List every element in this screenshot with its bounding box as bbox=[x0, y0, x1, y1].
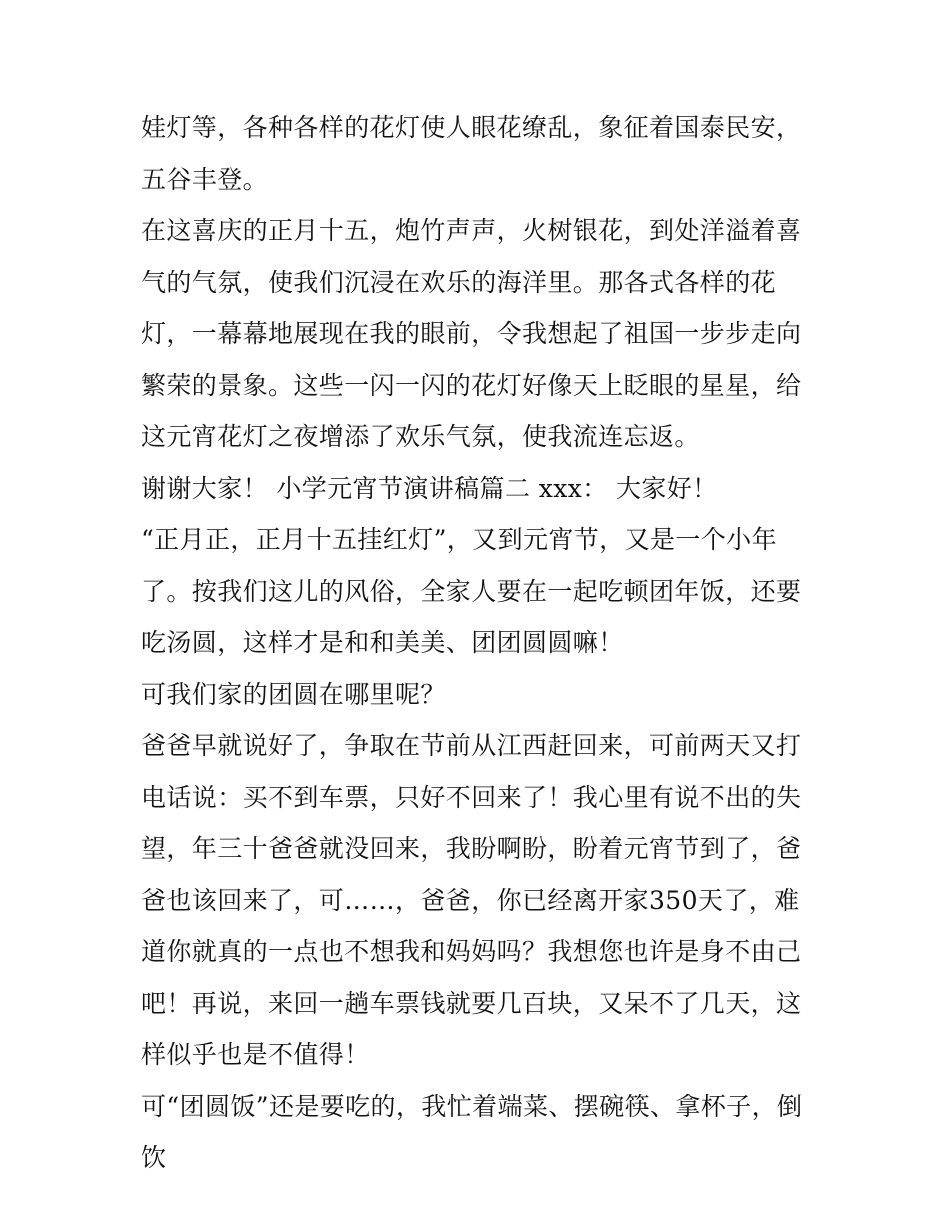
paragraph-3: 谢谢大家！ 小学元宵节演讲稿篇二 xxx： 大家好！ bbox=[141, 473, 718, 503]
paragraph-5: 可我们家的团圆在哪里呢？ bbox=[141, 679, 446, 709]
paragraph-6: 爸爸早就说好了，争取在节前从江西赶回来，可前两天又打电话说：买不到车票，只好不回来了！我心里有说不出的失望，年三十爸爸就没回来，我盼啊盼，盼着元宵节到了，爸爸也该回来了，可……，爸爸，你已经离开家350天了，难道你就真的一点也不想我和妈妈吗？我想您也许是身不由己吧！再说，来回一趟车票钱就要几百块，又呆不了几天，这样似乎也是不值得！ bbox=[141, 731, 802, 1069]
document-body bbox=[141, 102, 821, 1184]
paragraph-7: 可“团圆饭”还是要吃的，我忙着端菜、摆碗筷、拿杯子，倒饮 bbox=[141, 1091, 803, 1172]
paragraph-1: 娃灯等，各种各样的花灯使人眼花缭乱，象征着国泰民安，五谷丰登。 bbox=[141, 113, 802, 194]
paragraph-4: “正月正，正月十五挂红灯”，又到元宵节，又是一个小年了。按我们这儿的风俗，全家人要在一起吃顿团年饭，还要吃汤圆，这样才是和和美美、团团圆圆嘛！ bbox=[141, 525, 802, 657]
paragraph-2: 在这喜庆的正月十五，炮竹声声，火树银花，到处洋溢着喜气的气氛，使我们沉浸在欢乐的海洋里。那各式各样的花灯，一幕幕地展现在我的眼前，令我想起了祖国一步步走向繁荣的景象。这些一闪一闪的花灯好像天上眨眼的星星，给这元宵花灯之夜增添了欢乐气氛，使我流连忘返。 bbox=[141, 216, 802, 451]
